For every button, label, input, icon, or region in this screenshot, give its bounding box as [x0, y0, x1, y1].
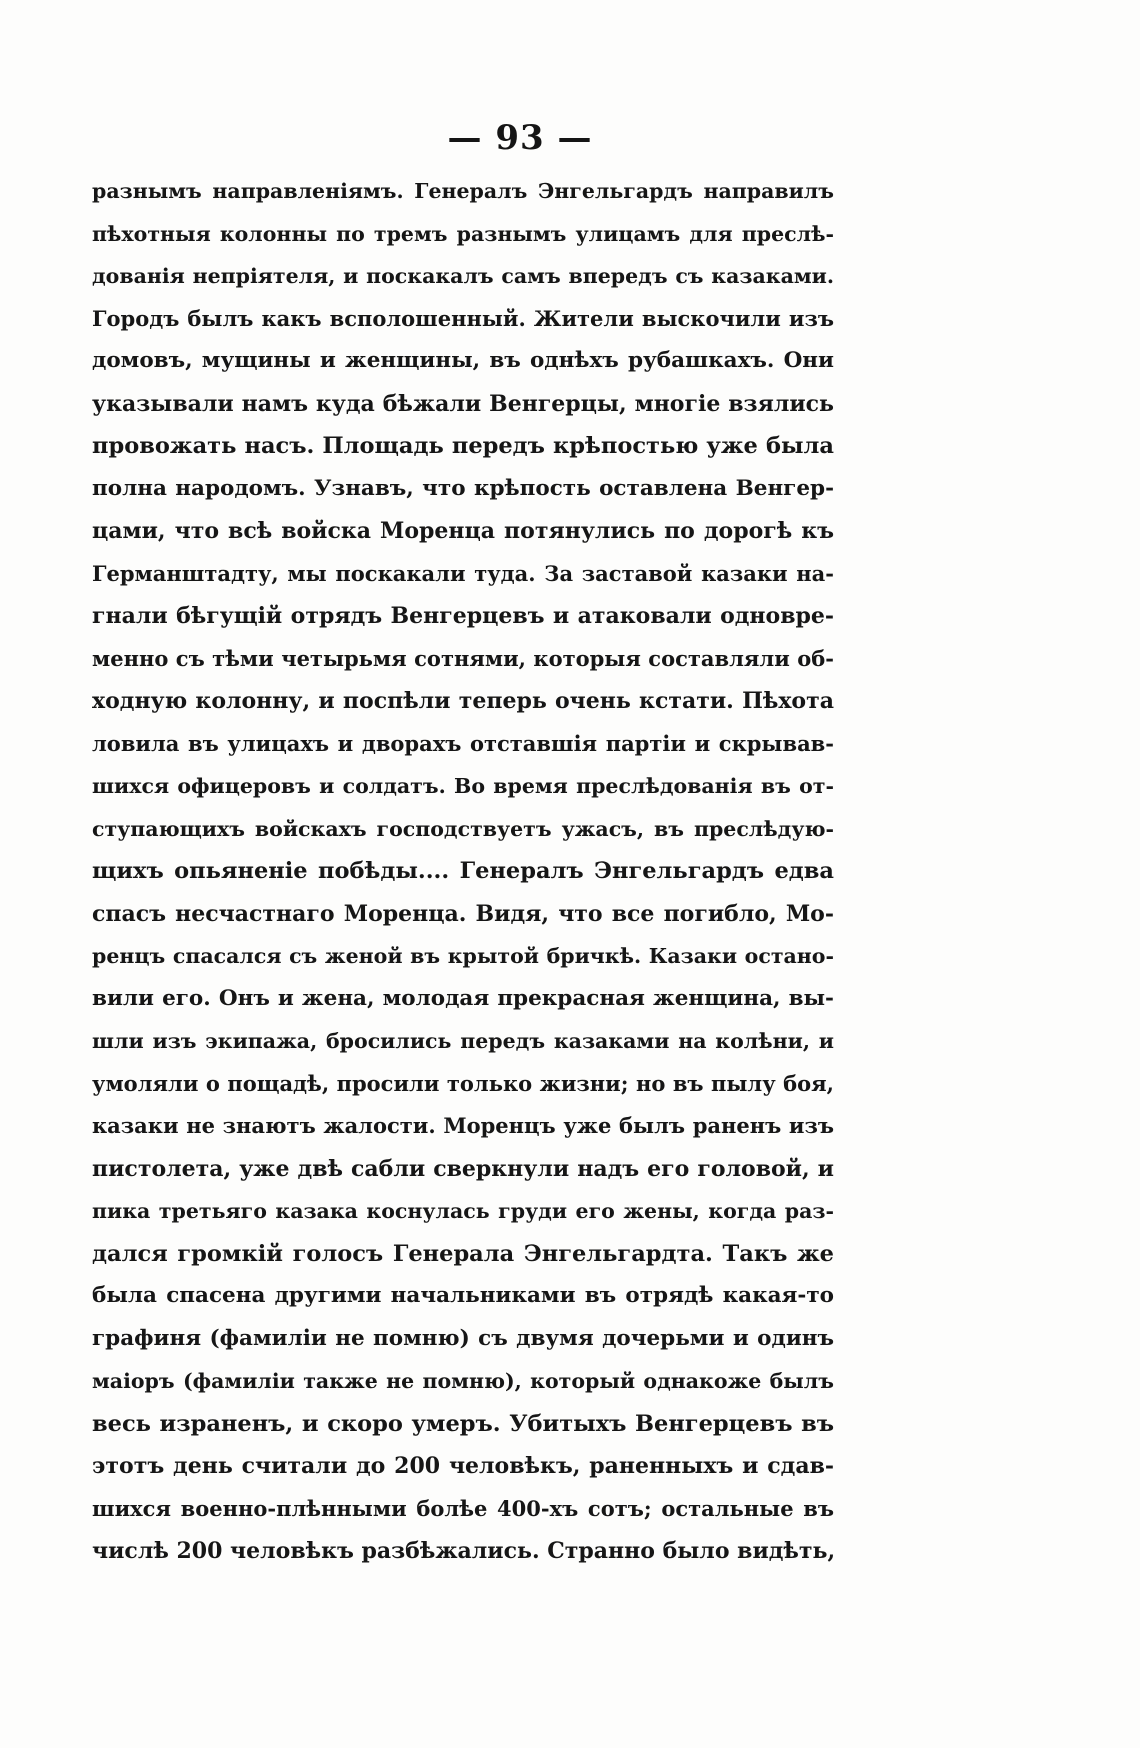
text-line: провожать насъ. Площадь передъ крѣпостью уже была [92, 433, 834, 459]
text-line: казаки не знаютъ жалости. Моренцъ уже былъ раненъ изъ [92, 1113, 834, 1138]
text-line: маіоръ (фамиліи также не помню), который однакоже былъ [92, 1369, 834, 1393]
text-line: спасъ несчастнаго Моренца. Видя, что все погибло, Мо- [92, 900, 834, 927]
text-line: была спасена другими начальниками въ отрядѣ какая-то [92, 1283, 834, 1308]
text-line: домовъ, мущины и женщины, въ однѣхъ рубашкахъ. Они [92, 348, 834, 373]
text-line: шли изъ экипажа, бросились передъ казаками на колѣни, и [92, 1029, 834, 1053]
text-line: гнали бѣгущій отрядъ Венгерцевъ и атаковали одновре- [92, 603, 834, 629]
text-line: шихся военно-плѣнными болѣе 400-хъ сотъ; остальные въ [92, 1495, 834, 1521]
text-line: полна народомъ. Узнавъ, что крѣпость оставлена Венгер- [92, 475, 834, 501]
text-line: шихся офицеровъ и солдатъ. Во время преслѣдованія въ от- [92, 774, 834, 798]
text-line: Германштадту, мы поскакали туда. За заставой казаки на- [92, 560, 834, 586]
page-number: — 93 — [447, 118, 593, 158]
text-line: пистолета, уже двѣ сабли сверкнули надъ его головой, и [92, 1155, 834, 1182]
text-line: пика третьяго казака коснулась груди его жены, когда раз- [92, 1199, 834, 1223]
text-line: разнымъ направленіямъ. Генералъ Энгельгардъ направилъ [92, 179, 834, 203]
text-line: ступающихъ войскахъ господствуетъ ужасъ, въ преслѣдую- [92, 816, 834, 841]
text-line: весь израненъ, и скоро умеръ. Убитыхъ Венгерцевъ въ [92, 1410, 834, 1437]
text-line: умоляли о пощадѣ, просили только жизни; но въ пылу боя, [92, 1070, 834, 1096]
text-line: ренцъ спасался съ женой въ крытой бричкѣ. Казаки остано- [92, 944, 834, 968]
text-line: щихъ опьяненіе побѣды.... Генералъ Энгельгардъ едва [92, 858, 834, 884]
text-line: графиня (фамиліи не помню) съ двумя дочерьми и одинъ [92, 1325, 834, 1351]
text-line: ходную колонну, и поспѣли теперь очень кстати. Пѣхота [92, 688, 834, 714]
text-line: пѣхотныя колонны по тремъ разнымъ улицамъ для преслѣ- [92, 221, 834, 246]
body-text [92, 170, 834, 1573]
text-line: дался громкій голосъ Генерала Энгельгардта. Такъ же [92, 1240, 834, 1267]
text-line: цами, что всѣ войска Моренца потянулись по дорогѣ къ [92, 518, 834, 544]
text-line: числѣ 200 человѣкъ разбѣжались. Странно было видѣть, [92, 1538, 836, 1564]
text-line: дованія непріятеля, и поскакалъ самъ впередъ съ казаками. [92, 264, 834, 288]
text-line: ловила въ улицахъ и дворахъ отставшія партіи и скрывав- [92, 730, 834, 756]
text-line: этотъ день считали до 200 человѣкъ, раненныхъ и сдав- [92, 1453, 834, 1479]
text-line: Городъ былъ какъ всполошенный. Жители выскочили изъ [92, 305, 834, 331]
text-line: указывали намъ куда бѣжали Венгерцы, многіе взялись [92, 390, 834, 417]
text-line: менно съ тѣми четырьмя сотнями, которыя составляли об- [92, 645, 834, 671]
text-line: вили его. Онъ и жена, молодая прекрасная женщина, вы- [92, 985, 834, 1011]
